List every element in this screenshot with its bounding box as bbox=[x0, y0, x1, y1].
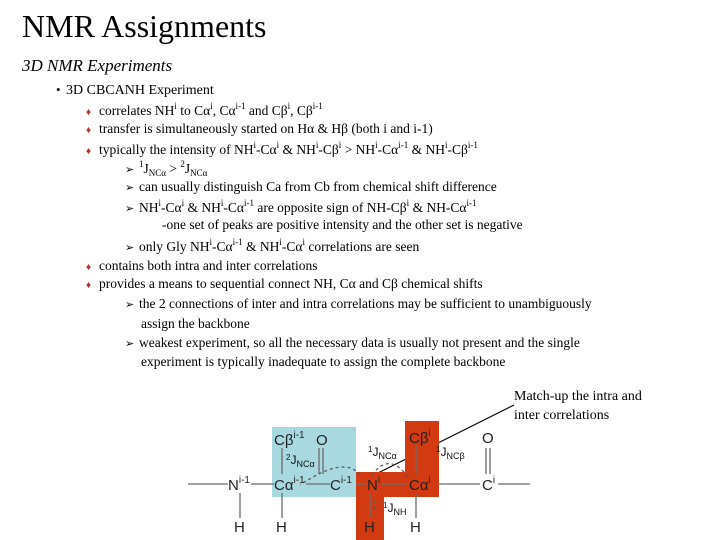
arrowhead-icon: ➢ bbox=[125, 338, 135, 350]
atom-label: O bbox=[316, 432, 328, 449]
coupling-label: $^1J_{NH}$ bbox=[383, 501, 407, 517]
list-item: ➢ only Gly $NH^i-C\alpha^{i-1}$ & $NH^i-C\alpha^i$ correlations are seen bbox=[125, 237, 420, 254]
atom-label: $C\alpha^i$ bbox=[409, 475, 431, 494]
coupling-label: $^1J_{NC\beta}$ bbox=[436, 445, 465, 461]
arrowhead-icon: ➢ bbox=[125, 242, 135, 254]
list-item: assign the backbone bbox=[141, 316, 250, 331]
list-item: ♦ typically the intensity of $NH^i-C\alpha^i$ & $NH^i-C\beta^i > NH^i-C\alpha^{i-1}$ & $NH^i-C\beta^{i-1}$ bbox=[86, 140, 478, 157]
diamond-icon: ♦ bbox=[86, 262, 92, 273]
arrowhead-icon: ➢ bbox=[125, 299, 135, 311]
annotation-text: Match-up the intra and inter correlations bbox=[514, 389, 642, 423]
main-bullet-text: 3D CBCANH Experiment bbox=[66, 83, 214, 98]
bullet-dot-icon: • bbox=[56, 82, 61, 97]
atom-label: $C\beta^i$ bbox=[409, 428, 431, 447]
atom-label: H bbox=[410, 519, 421, 536]
arrowhead-icon: ➢ bbox=[125, 203, 135, 215]
list-item: -one set of peaks are positive intensity and the other set is negative bbox=[162, 217, 523, 232]
list-item: ♦ provides a means to sequential connect NH, Cα and Cβ chemical shifts bbox=[86, 276, 483, 291]
list-item: ➢ $^1J_{NC\alpha} > ^2J_{NC\alpha}$ bbox=[125, 159, 208, 178]
atom-label: $C^{i-1}$ bbox=[330, 475, 352, 494]
arrowhead-icon: ➢ bbox=[125, 182, 135, 194]
list-item: ♦ contains both intra and inter correlations bbox=[86, 258, 318, 273]
atom-label: $C\alpha^{i-1}$ bbox=[274, 475, 305, 494]
page-title: NMR Assignments bbox=[22, 8, 267, 44]
coupling-label: $^2J_{NC\alpha}$ bbox=[286, 453, 315, 469]
arrowhead-icon: ➢ bbox=[125, 164, 135, 176]
list-item: ♦ transfer is simultaneously started on Hα & Hβ (both i and i-1) bbox=[86, 121, 433, 136]
atom-label: $C\beta^{i-1}$ bbox=[274, 430, 305, 449]
atom-label: H bbox=[276, 519, 287, 536]
coupling-label: $^1J_{NC\alpha}$ bbox=[368, 445, 397, 461]
list-item: ➢ $NH^i-C\alpha^i$ & $NH^i-C\alpha^{i-1}$ are opposite sign of $NH-C\beta^i$ & $NH-C\alpha^{i-1}$ bbox=[125, 198, 477, 215]
list-item: ♦ correlates $NH^i$ to $C\alpha^i$, $C\alpha^{i-1}$ and $C\beta^i$, $C\beta^{i-1}$ bbox=[86, 101, 323, 118]
atom-label: $N^{i-1}$ bbox=[228, 475, 250, 494]
list-item: ➢ weakest experiment, so all the necessary data is usually not present and the single bbox=[125, 335, 580, 350]
list-item: ➢ can usually distinguish Ca from Cb from chemical shift difference bbox=[125, 179, 497, 194]
diamond-icon: ♦ bbox=[86, 125, 92, 136]
atom-label: O bbox=[482, 430, 494, 447]
list-item: experiment is typically inadequate to assign the complete backbone bbox=[141, 354, 506, 369]
atom-label: $C^i$ bbox=[482, 475, 496, 494]
atom-label: H bbox=[234, 519, 245, 536]
list-item: ➢ the 2 connections of inter and intra correlations may be sufficient to unambiguously bbox=[125, 296, 592, 311]
atom-label: H bbox=[364, 519, 375, 536]
page-subtitle: 3D NMR Experiments bbox=[22, 56, 173, 75]
diamond-icon: ♦ bbox=[86, 107, 92, 118]
atom-label: $N^i$ bbox=[367, 475, 381, 494]
diamond-icon: ♦ bbox=[86, 280, 92, 291]
diamond-icon: ♦ bbox=[86, 146, 92, 157]
